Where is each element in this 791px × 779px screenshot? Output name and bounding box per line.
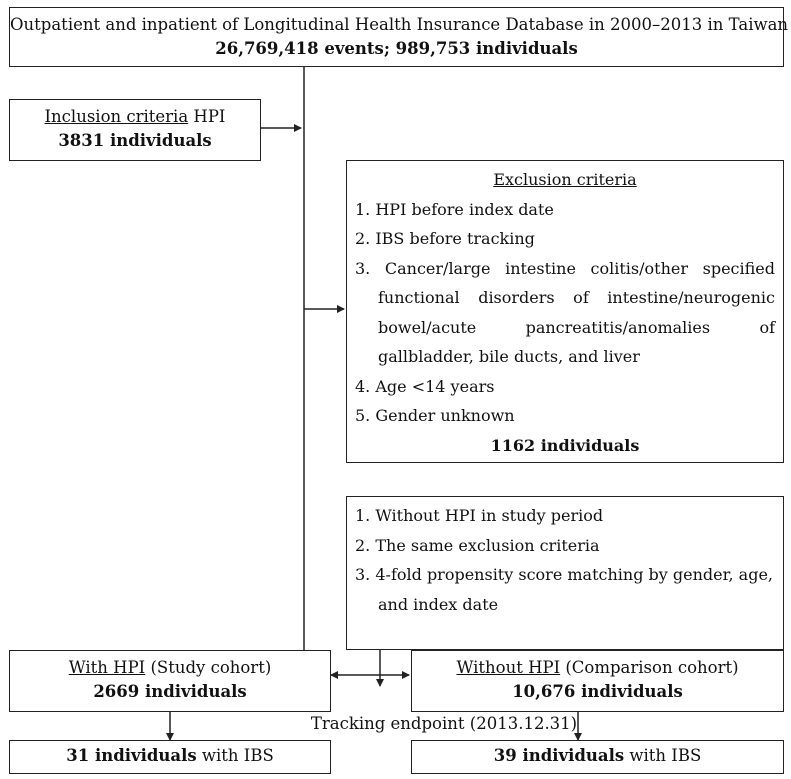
exclusion-item-3: 3. Cancer/large intestine colitis/other specified functional disorders of intestine/neurogenic bowel/acute pancreatitis/anomalies of gallbladder, bile ducts, and liver: [355, 258, 775, 366]
exclusion-item-1: 1. HPI before index date: [355, 199, 554, 219]
comparison-cohort-underlined: Without HPI: [456, 658, 561, 677]
source-database-box: [9, 7, 789, 67]
study-outcome-suffix: with IBS: [196, 746, 274, 765]
comparison-cohort-label: [412, 656, 783, 680]
source-database-counts: 26,769,418 events; 989,753 individuals: [215, 39, 578, 58]
comparison-outcome-suffix: with IBS: [624, 746, 702, 765]
comparison-outcome-count: 39 individuals: [493, 746, 625, 765]
inclusion-count: 3831 individuals: [58, 131, 212, 150]
study-cohort-underlined: With HPI: [68, 658, 146, 677]
exclusion-item-5: 5. Gender unknown: [355, 406, 515, 425]
study-cohort-count: 2669 individuals: [93, 682, 247, 701]
study-outcome-box: [9, 740, 331, 774]
matching-item-2: 2. The same exclusion criteria: [355, 535, 600, 555]
comparison-cohort-box: [411, 650, 784, 712]
exclusion-criteria-title: Exclusion criteria: [493, 170, 637, 189]
inclusion-criteria-label: [10, 105, 260, 129]
matching-item-1: 1. Without HPI in study period: [355, 506, 604, 525]
exclusion-count: 1162 individuals: [490, 435, 640, 455]
matching-item-3: 3. 4-fold propensity score matching by gender, age, and index date: [355, 565, 774, 614]
source-database-title: Outpatient and inpatient of Longitudinal Health Insurance Database in 2000–2013 in Taiwan: [10, 15, 789, 34]
matching-criteria-box: [346, 496, 784, 650]
exclusion-criteria-box: [346, 160, 784, 463]
comparison-cohort-suffix: (Comparison cohort): [560, 658, 739, 677]
comparison-cohort-count: 10,676 individuals: [512, 682, 683, 701]
exclusion-item-4: 4. Age <14 years: [355, 376, 495, 396]
exclusion-item-2: 2. IBS before tracking: [355, 229, 535, 248]
inclusion-criteria-underlined: Inclusion criteria: [44, 107, 189, 126]
study-cohort-label: [10, 656, 330, 680]
study-outcome-count: 31 individuals: [66, 746, 197, 765]
comparison-outcome-box: [411, 740, 784, 774]
tracking-endpoint-label: Tracking endpoint (2013.12.31): [310, 714, 578, 733]
inclusion-criteria-box: [9, 99, 261, 161]
study-cohort-suffix: (Study cohort): [145, 658, 272, 677]
inclusion-criteria-suffix: HPI: [188, 107, 226, 126]
study-cohort-box: [9, 650, 331, 712]
